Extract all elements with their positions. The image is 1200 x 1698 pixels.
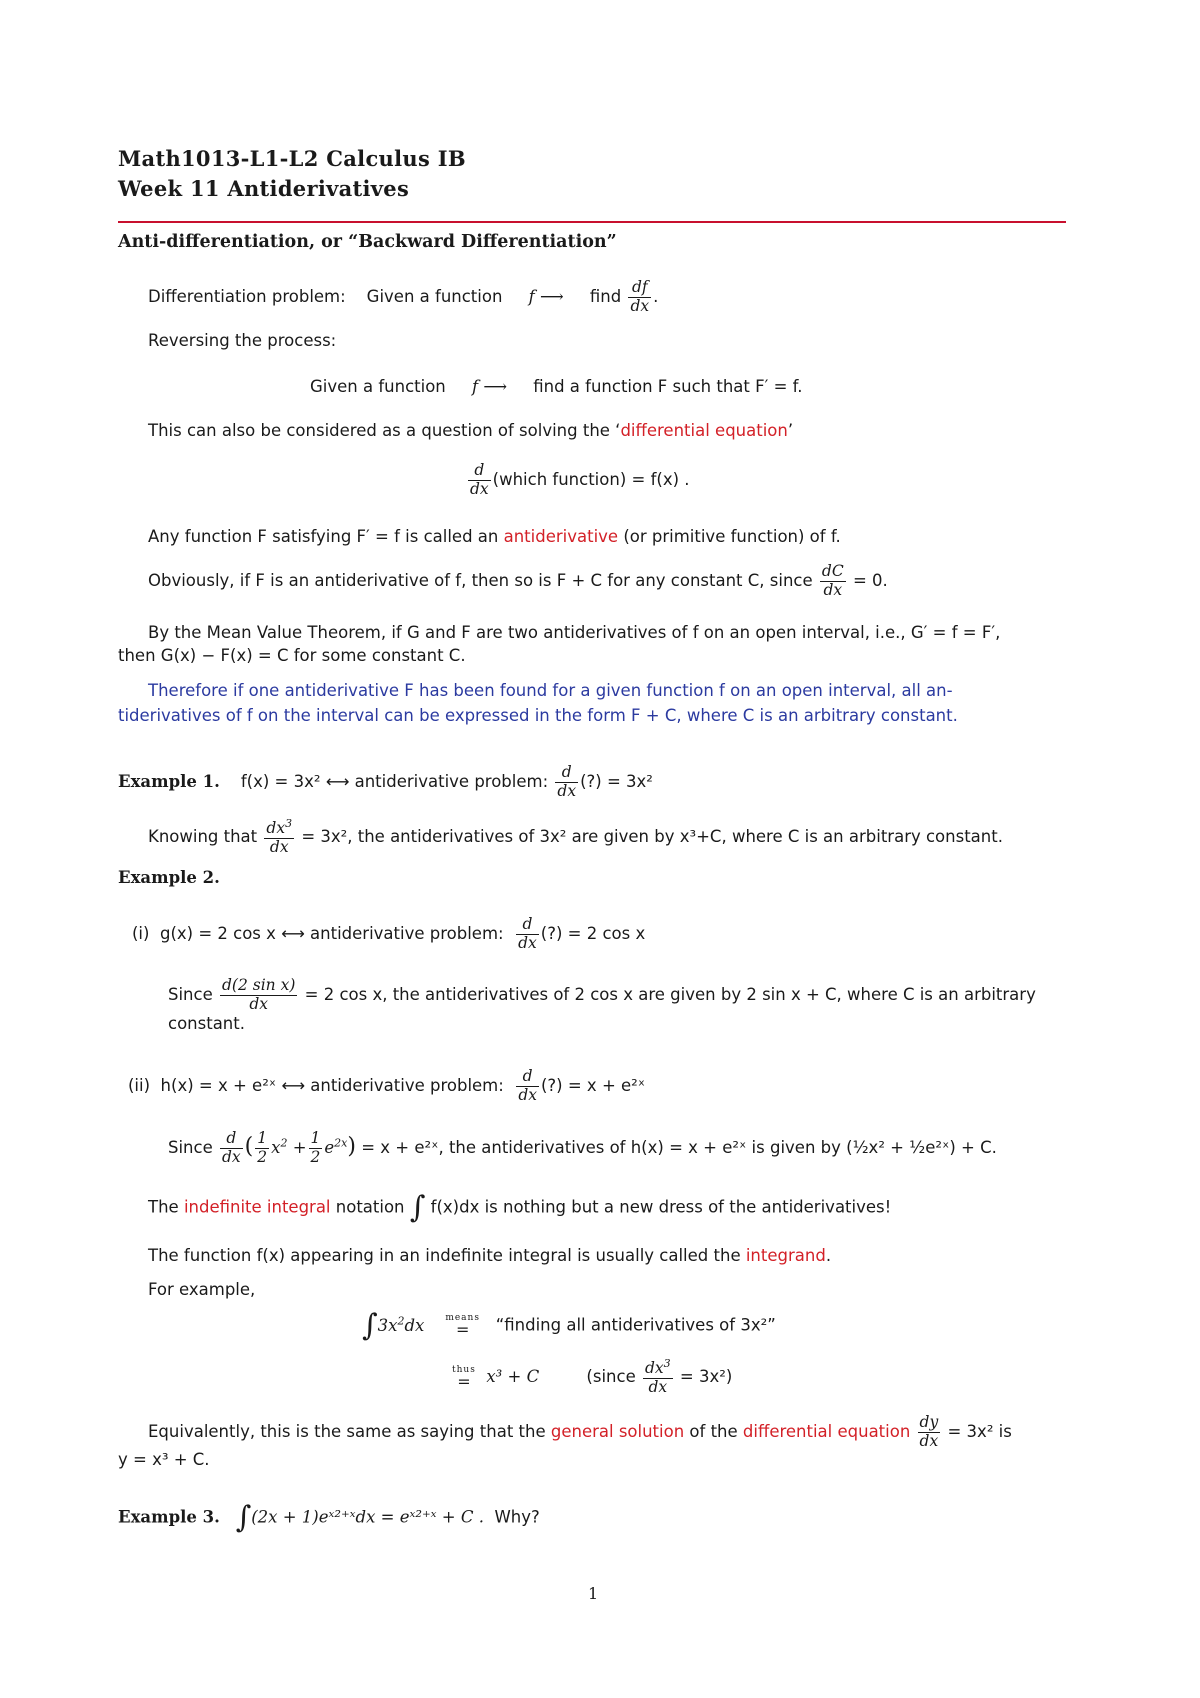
primitive-text: (or primitive function) of f. [618, 527, 841, 546]
find-text: find [589, 286, 622, 306]
general-solution-term: general solution [550, 1421, 685, 1441]
header-rule [118, 221, 1066, 223]
finding-text: “finding all antiderivatives of 3x²” [495, 1315, 776, 1335]
course-title: Math1013-L1-L2 Calculus IB [118, 146, 466, 171]
find-function-F: find a function F such that F′ = f. [533, 377, 803, 396]
knowing-text: Knowing that [148, 826, 258, 846]
dx3-dx-fraction: $\frac{dx^3}{dx}$ [266, 817, 293, 856]
example2-i-rest: = 2 cos x, the antiderivatives of 2 cos x are given by 2 sin x + C, where C is an arbitrary [304, 984, 1036, 1004]
example2-ii-d-dx: $\frac{d}{dx}$ [518, 1067, 537, 1104]
dx3-dx-fraction-2: $\frac{dx^3}{dx}$ [644, 1357, 671, 1396]
eq-zero: = 0. [852, 570, 888, 590]
thus-equals: thus = [452, 1364, 476, 1391]
integral-sign-2: ∫ [362, 1308, 378, 1343]
half-fraction-1: $\frac{1}{2}$ [257, 1129, 268, 1166]
thus-label: thus [452, 1364, 476, 1375]
closing-quote: ’ [787, 421, 794, 440]
thus-line [452, 1358, 732, 1397]
equivalently-line [148, 1414, 1012, 1451]
example2-ii-d-dx-2: $\frac{d}{dx}$ [222, 1129, 241, 1166]
close-paren: = 3x²) [679, 1366, 733, 1386]
example2-ii-label: (ii) [128, 1075, 151, 1095]
blue-statement-2: tiderivatives of f on the interval can be expressed in the form F + C, where C is an arbitrary constant. [118, 706, 958, 725]
integral-sign-3: ∫ [235, 1500, 252, 1535]
example3-label: Example 3. [118, 1507, 220, 1527]
blue-statement-1: Therefore if one antiderivative F has been found for a given function f on an open interval, all an- [148, 681, 953, 700]
example2-i-label: (i) [132, 923, 150, 943]
integrand-line [148, 1246, 831, 1266]
example2-label: Example 2. [118, 868, 220, 887]
reversing-line: Reversing the process: [148, 331, 337, 350]
of-the-text: of the [684, 1421, 743, 1441]
mvt-line-1: By the Mean Value Theorem, if G and F are two antiderivatives of f on an open interval, i.e., G′ = f = F′, [148, 623, 1001, 642]
example2-i-line [132, 916, 645, 953]
obviously-line [148, 563, 888, 600]
equiv-start: Equivalently, this is the same as saying that the [148, 1421, 551, 1441]
constant-word: constant. [168, 1014, 245, 1033]
example2-i-rhs: (?) = 2 cos x [540, 923, 646, 943]
also-considered-text: This can also be considered as a question of solving the ‘ [148, 421, 621, 440]
example1-rhs: (?) = 3x² [580, 771, 653, 791]
for-example-text: For example, [148, 1280, 256, 1299]
dC-dx-fraction: $\frac{dC}{dx}$ [821, 562, 844, 599]
example1-knowing-line [148, 818, 1003, 857]
result-expr: x³ + C [486, 1366, 540, 1386]
f-arrow-2: f ⟶ [471, 377, 507, 396]
example2-i-since-line [168, 977, 1036, 1014]
example3-expr: (2x + 1)eˣ²⁺ˣdx = eˣ²⁺ˣ + C . [251, 1507, 484, 1527]
notation-text: notation [330, 1197, 405, 1217]
section-heading: Anti-differentiation, or “Backward Differentiation” [118, 232, 617, 252]
page-number: 1 [588, 1584, 599, 1603]
example2-ii-line [128, 1068, 645, 1105]
means-equals: means = [445, 1313, 480, 1340]
week-title: Week 11 Antiderivatives [118, 176, 410, 201]
d-dx-fraction: $\frac{d}{dx}$ [470, 461, 489, 498]
any-function-line [148, 527, 841, 547]
also-considered-line [148, 421, 793, 441]
differential-equation-term: differential equation [620, 421, 788, 440]
example1-line [118, 764, 653, 801]
which-function-text: (which function) = f(x) . [492, 469, 690, 489]
d2sinx-dx-fraction: $\frac{\text{d(2 sin x)}}{dx}$ [222, 976, 296, 1013]
reversing-statement [310, 377, 803, 397]
indefinite-integral-line [148, 1190, 891, 1226]
example1-label: Example 1. [118, 771, 220, 791]
means-label: means [445, 1313, 480, 1324]
integrand-term: integrand [745, 1246, 826, 1265]
diff-problem-line: Differentiation problem: Given a function f ⟶ find $\frac{df}{dx}$ . [148, 278, 659, 315]
differential-equation-term-2: differential equation [742, 1421, 911, 1441]
integral-example-line: $\int 3x^2dx$ means = “finding all antiderivatives of 3x²” [362, 1308, 776, 1343]
obviously-text: Obviously, if F is an antiderivative of f, then so is F + C for any constant C, since [148, 570, 813, 590]
example3-line [118, 1500, 540, 1536]
given-function-text-2: Given a function [310, 377, 446, 396]
example2-ii-rhs: (?) = x + e²ˣ [540, 1075, 646, 1095]
indefinite-integral-term: indefinite integral [183, 1197, 331, 1217]
period: . [825, 1246, 832, 1265]
example1-d-dx: $\frac{d}{dx}$ [557, 763, 577, 800]
example2-ii-expr: h(x) = x + e²ˣ ⟷ antiderivative problem: [160, 1075, 504, 1095]
integral-sign: ∫ [409, 1190, 426, 1225]
dy-dx-fraction: $\frac{dy}{dx}$ [919, 1413, 939, 1450]
example2-i-d-dx: $\frac{d}{dx}$ [518, 915, 537, 952]
f-arrow: f ⟶ [528, 286, 564, 306]
why-text: Why? [494, 1507, 540, 1527]
since-text-2: Since [168, 1137, 213, 1157]
knowing-rest: = 3x², the antiderivatives of 3x² are given by x³+C, where C is an arbitrary constant. [301, 826, 1003, 846]
any-function-text: Any function F satisfying F′ = f is called an [148, 527, 504, 546]
mvt-line-2: then G(x) − F(x) = C for some constant C. [118, 646, 466, 665]
y-equals-line: y = x³ + C. [118, 1450, 210, 1469]
df-dx-fraction: $\frac{df}{dx}$ [630, 278, 650, 315]
example2-ii-since-line: Since $\frac{d}{dx}$ ( $\frac{1}{2}$ $x^2$ + $\frac{1}{2}$ $e^{2x}) = x$ + e²ˣ, the antiderivatives of h(x) = x + e²ˣ is given by (½x² + ½e²ˣ) + C. [168, 1129, 997, 1166]
example2-i-expr: g(x) = 2 cos x ⟷ antiderivative problem: [159, 923, 504, 943]
half-fraction-2: $\frac{1}{2}$ [310, 1129, 321, 1166]
since-paren: (since [586, 1366, 636, 1386]
equiv-end: = 3x² is [947, 1421, 1012, 1441]
which-function-equation [466, 462, 690, 499]
since-text: Since [168, 984, 213, 1004]
the-text: The [148, 1197, 184, 1217]
given-function-text: Given a function [366, 286, 503, 306]
example2-ii-rest: = x + e²ˣ, the antiderivatives of h(x) = x + e²ˣ is given by (½x² + ½e²ˣ) + C. [361, 1137, 997, 1157]
antiderivative-term: antiderivative [503, 527, 619, 546]
diff-problem-label: Differentiation problem: [148, 286, 346, 306]
function-line-text: The function f(x) appearing in an indefinite integral is usually called the [148, 1246, 746, 1265]
nothing-but-text: f(x)dx is nothing but a new dress of the antiderivatives! [430, 1197, 892, 1217]
example1-expr: f(x) = 3x² ⟷ antiderivative problem: [240, 771, 549, 791]
